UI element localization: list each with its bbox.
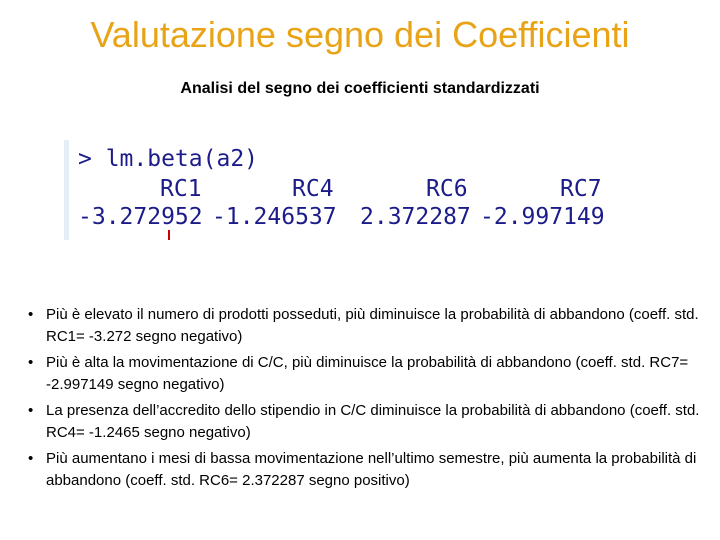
slide-subtitle: Analisi del segno dei coefficienti standardizzati: [180, 80, 540, 97]
bullet-item: [24, 400, 704, 444]
console-gutter: [64, 140, 69, 240]
console-value-rc6: 2.372287: [360, 204, 471, 230]
console-cursor: [168, 230, 170, 240]
bullet-text: Più è alta la movimentazione di C/C, più diminuisce la probabilità di abbandono (coeff. std. RC7= -2.997149 segno negativo): [46, 354, 689, 393]
bullet-marker: •: [28, 354, 34, 371]
console-command: > lm.beta(a2): [78, 146, 259, 172]
bullet-item: [24, 304, 704, 348]
console-header-rc4: RC4: [292, 176, 334, 202]
bullet-text: Più aumentano i mesi di bassa movimentazione nell’ultimo semestre, più aumenta la probabilità di abbandono (coeff. std. RC6= 2.372287 segno positivo): [46, 450, 697, 489]
console-value-rc1: -3.272952: [78, 204, 203, 230]
bullet-item: [24, 352, 704, 396]
console-header-rc6: RC6: [426, 176, 468, 202]
r-console-output: [64, 140, 624, 240]
bullet-text: La presenza dell’accredito dello stipendio in C/C diminuisce la probabilità di abbandono (coeff. std. RC4= -1.2465 segno negativo): [46, 402, 700, 441]
bullet-list: [24, 304, 704, 496]
console-header-rc7: RC7: [560, 176, 602, 202]
console-value-rc4: -1.246537: [212, 204, 337, 230]
console-header-rc1: RC1: [160, 176, 202, 202]
bullet-text: Più è elevato il numero di prodotti posseduti, più diminuisce la probabilità di abbandono (coeff. std. RC1= -3.272 segno negativo): [46, 306, 699, 345]
console-value-rc7: -2.997149: [480, 204, 605, 230]
bullet-item: [24, 448, 704, 492]
slide-title: Valutazione segno dei Coefficienti: [90, 14, 630, 55]
bullet-marker: •: [28, 402, 34, 419]
bullet-marker: •: [28, 306, 34, 323]
bullet-marker: •: [28, 450, 34, 467]
